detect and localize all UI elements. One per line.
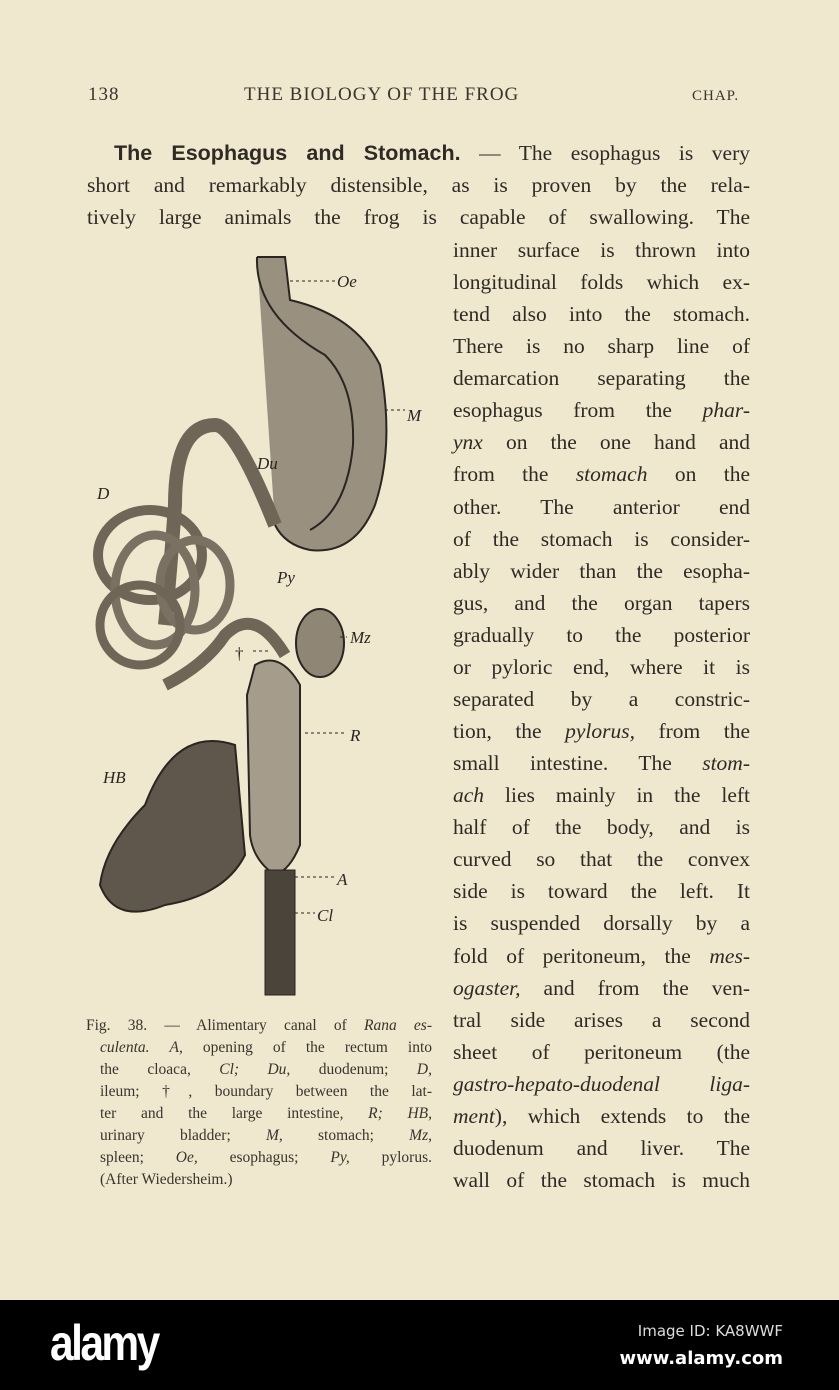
text-run: the cloaca, bbox=[100, 1061, 220, 1078]
label-du: Du bbox=[257, 454, 278, 473]
italic-text: A, bbox=[169, 1039, 183, 1056]
label-mz: Mz bbox=[350, 628, 371, 647]
text-run: — The esophagus is very bbox=[460, 141, 750, 165]
caption-line bbox=[100, 1038, 432, 1058]
text-run: half of the body, and is bbox=[453, 815, 750, 840]
text-run: demarcation separating the bbox=[453, 366, 750, 391]
text-run: other. The anterior end bbox=[453, 494, 750, 519]
text-run: opening of the rectum into bbox=[182, 1039, 433, 1056]
text-line bbox=[453, 910, 750, 936]
text-line bbox=[453, 1039, 750, 1065]
text-run: esophagus from the bbox=[453, 398, 703, 423]
caption-line bbox=[100, 1060, 432, 1080]
text-run: from the bbox=[634, 719, 750, 744]
text-line bbox=[453, 590, 750, 616]
page-number: 138 bbox=[88, 84, 120, 105]
italic-text: stom- bbox=[702, 751, 750, 776]
caption-line bbox=[100, 1082, 432, 1102]
label-dagger: † bbox=[235, 644, 244, 663]
alamy-logo: alamy bbox=[50, 1315, 158, 1371]
text-run: duodenum and liver. The bbox=[453, 1135, 750, 1160]
image-id: Image ID: KA8WWF bbox=[637, 1322, 783, 1340]
text-run: gradually to the posterior bbox=[453, 622, 750, 647]
text-line bbox=[453, 878, 750, 904]
alimentary-canal-figure bbox=[85, 245, 425, 1005]
italic-text: culenta. bbox=[100, 1039, 150, 1056]
text-run: ), which extends to the bbox=[494, 1103, 750, 1128]
text-line bbox=[453, 1135, 750, 1161]
italic-text: M, bbox=[265, 1127, 283, 1144]
label-cl: Cl bbox=[317, 906, 334, 925]
text-run: on the one hand and bbox=[482, 430, 750, 455]
caption-line bbox=[100, 1170, 432, 1190]
text-line bbox=[453, 654, 750, 680]
text-run: longitudinal folds which ex- bbox=[453, 270, 750, 295]
italic-text: gastro-hepato-duodenal liga- bbox=[453, 1071, 750, 1096]
text-line bbox=[453, 814, 750, 840]
text-line bbox=[453, 333, 750, 359]
site-url: www.alamy.com bbox=[619, 1348, 783, 1369]
text-run: tral side arises a second bbox=[453, 1007, 750, 1032]
italic-text: phar- bbox=[702, 398, 750, 423]
italic-text: D, bbox=[416, 1061, 432, 1078]
watermark-bar bbox=[0, 1300, 839, 1390]
text-line bbox=[453, 1103, 750, 1129]
label-hb: HB bbox=[103, 768, 126, 787]
text-line bbox=[87, 204, 750, 230]
running-title: THE BIOLOGY OF THE FROG bbox=[244, 84, 520, 105]
text-run: urinary bladder; bbox=[100, 1127, 266, 1144]
text-line bbox=[453, 1007, 750, 1033]
italic-text: Rana es- bbox=[364, 1017, 432, 1034]
text-run: fold of peritoneum, the bbox=[453, 943, 710, 968]
text-line bbox=[453, 622, 750, 648]
italic-text: mes- bbox=[709, 943, 750, 968]
text-line bbox=[453, 494, 750, 520]
label-m: M bbox=[407, 406, 422, 425]
text-line bbox=[453, 782, 750, 808]
chapter-label: CHAP. bbox=[692, 88, 740, 104]
text-run: is suspended dorsally by a bbox=[453, 911, 750, 936]
text-run: spleen; bbox=[100, 1149, 176, 1166]
text-line bbox=[453, 718, 750, 744]
text-line bbox=[453, 1167, 750, 1193]
section-heading: The Esophagus and Stomach. bbox=[114, 141, 461, 165]
text-run: ter and the large intestine, bbox=[100, 1105, 369, 1122]
text-line bbox=[453, 1071, 750, 1097]
label-oe: Oe bbox=[337, 272, 357, 291]
italic-text: ogaster, bbox=[453, 975, 521, 1000]
text-line bbox=[453, 269, 750, 295]
text-run: on the bbox=[647, 462, 750, 487]
text-run: small intestine. The bbox=[453, 751, 703, 776]
text-run: tively large animals the frog is capable of swallowing. The bbox=[87, 205, 750, 229]
label-r: R bbox=[350, 726, 361, 745]
caption-line bbox=[100, 1148, 432, 1168]
italic-text: stomach bbox=[575, 462, 648, 487]
text-run: from the bbox=[453, 462, 576, 487]
text-run: sheet of peritoneum (the bbox=[453, 1039, 750, 1064]
text-line bbox=[453, 301, 750, 327]
text-run: short and remarkably distensible, as is proven by the rela- bbox=[87, 173, 750, 197]
text-run: wall of the stomach is much bbox=[453, 1168, 750, 1193]
italic-text: ment bbox=[453, 1103, 495, 1128]
text-line bbox=[453, 461, 750, 487]
text-run: (After Wiedersheim.) bbox=[100, 1171, 233, 1188]
text-run: stomach; bbox=[282, 1127, 410, 1144]
label-py: Py bbox=[277, 568, 295, 587]
text-run: duodenum; bbox=[290, 1061, 417, 1078]
text-line bbox=[453, 526, 750, 552]
text-run: and from the ven- bbox=[520, 975, 750, 1000]
label-d: D bbox=[97, 484, 110, 503]
text-run: of the stomach is consider- bbox=[453, 526, 750, 551]
text-run: side is toward the left. It bbox=[453, 879, 750, 904]
text-line bbox=[453, 429, 750, 455]
caption-line bbox=[100, 1104, 432, 1124]
italic-text: ach bbox=[453, 783, 485, 808]
text-run: Fig. 38. — Alimentary canal of bbox=[86, 1017, 364, 1034]
italic-text: Cl; Du, bbox=[219, 1061, 291, 1078]
italic-text: Py, bbox=[330, 1149, 350, 1166]
text-line bbox=[453, 975, 750, 1001]
text-line bbox=[453, 237, 750, 263]
text-line bbox=[453, 686, 750, 712]
text-line bbox=[453, 943, 750, 969]
italic-text: Oe, bbox=[175, 1149, 198, 1166]
text-line bbox=[453, 365, 750, 391]
caption-line bbox=[86, 1016, 432, 1036]
text-line bbox=[453, 558, 750, 584]
text-run: gus, and the organ tapers bbox=[453, 590, 750, 615]
text-line bbox=[453, 397, 750, 423]
text-run: There is no sharp line of bbox=[453, 334, 750, 359]
text-run: or pyloric end, where it is bbox=[453, 654, 750, 679]
text-line bbox=[453, 846, 750, 872]
text-run: ileum; †, boundary between the lat- bbox=[100, 1083, 432, 1100]
italic-text: Mz, bbox=[409, 1127, 432, 1144]
text-run: inner surface is thrown into bbox=[453, 238, 750, 262]
caption-line bbox=[100, 1126, 432, 1146]
text-run: pylorus. bbox=[349, 1149, 432, 1166]
text-line bbox=[453, 750, 750, 776]
italic-text: pylorus, bbox=[565, 719, 635, 744]
text-run bbox=[150, 1039, 170, 1056]
italic-text: ynx bbox=[453, 430, 483, 455]
text-line bbox=[114, 140, 750, 166]
italic-text: R; HB, bbox=[368, 1105, 432, 1122]
text-run: curved so that the convex bbox=[453, 847, 750, 872]
text-run: tion, the bbox=[453, 719, 566, 744]
text-run: lies mainly in the left bbox=[484, 783, 750, 808]
text-run: separated by a constric- bbox=[453, 686, 750, 711]
text-line bbox=[87, 172, 750, 198]
text-run: ably wider than the esopha- bbox=[453, 558, 750, 583]
label-a: A bbox=[337, 870, 348, 889]
text-run: tend also into the stomach. bbox=[453, 302, 750, 327]
text-run: esophagus; bbox=[197, 1149, 331, 1166]
